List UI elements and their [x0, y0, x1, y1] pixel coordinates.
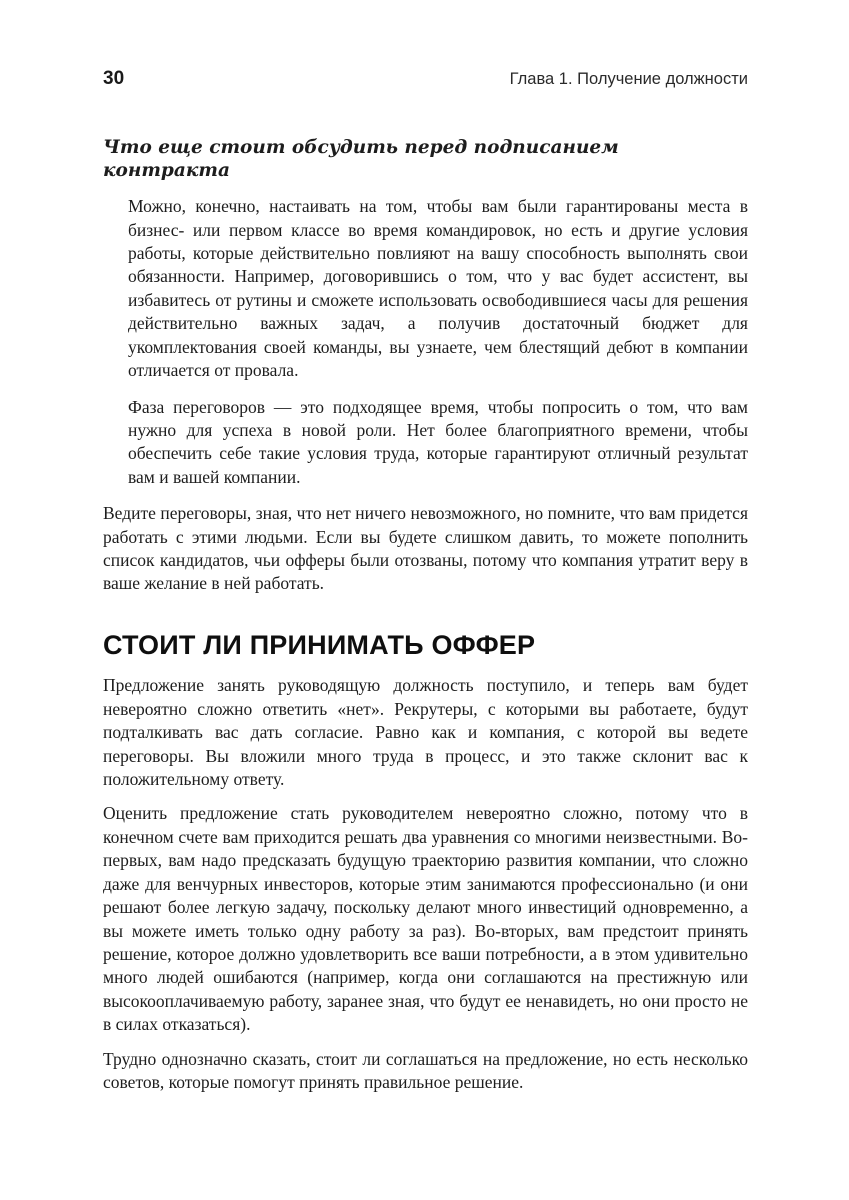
- paragraph: Ведите переговоры, зная, что нет ничего невозможного, но помните, что вам придется работать с этими людьми. Если вы будете слишком давить, то можете пополнить список кандидатов, чьи офферы были отозваны, потому что компания утратит веру в ваше желание в ней работать.: [103, 503, 748, 594]
- paragraph: Оценить предложение стать руководителем невероятно сложно, потому что в конечном счете вам приходится решать два уравнения со многими неизвестными. Во-первых, вам надо предсказать будущую траекторию развития компании, что сложно даже для венчурных инвесторов, которые этим занимаются профессионально (и они решают более легкую задачу, поскольку делают много инвестиций одновременно, а вы можете иметь только одну работу за раз). Во-вторых, вам предстоит принять решение, которое должно удовлетворить все ваши потребности, а в этом удивительно много людей ошибаются (например, когда они соглашаются на престижную или высокооплачиваемую работу, заранее зная, что будут ее ненавидеть, но они просто не в силах отказаться).: [103, 803, 748, 1035]
- indented-text-block: [128, 195, 748, 489]
- paragraph: Можно, конечно, настаивать на том, чтобы вам были гарантированы места в бизнес- или первом классе во время командировок, но есть и другие условия работы, которые действительно повлияют на вашу способность выполнять свои обязанности. Например, договорившись о том, что у вас будет ассистент, вы избавитесь от рутины и сможете использовать освободившиеся часы для решения действительно важных задач, а получив достаточный бюджет для укомплектования своей команды, вы узнаете, чем блестящий дебют в компании отличается от провала.: [128, 196, 748, 381]
- section-heading: СТОИТ ЛИ ПРИНИМАТЬ ОФФЕР: [103, 629, 536, 660]
- page-header: [103, 68, 748, 90]
- subsection-heading: Что еще стоит обсудить перед подписанием контракта: [103, 137, 619, 182]
- paragraph: Предложение занять руководящую должность поступило, и теперь вам будет невероятно сложно ответить «нет». Рекрутеры, с которыми вы работаете, будут подталкивать вас дать согласие. Равно как и компания, с которой вы ведете переговоры. Вы вложили много труда в процесс, и это также склонит вас к положительному ответу.: [103, 675, 748, 790]
- page-number: 30: [103, 68, 125, 89]
- paragraph: Трудно однозначно сказать, стоит ли соглашаться на предложение, но есть несколько советов, которые помогут принять правильное решение.: [103, 1048, 748, 1092]
- paragraph: Фаза переговоров — это подходящее время, чтобы попросить о том, что вам нужно для успеха в новой роли. Нет более благоприятного времени, чтобы обеспечить себе такие условия труда, которые гарантируют отличный результат вам и вашей компании.: [128, 396, 748, 487]
- running-head-chapter-title: Глава 1. Получение должности: [509, 70, 748, 88]
- page-body: [103, 136, 748, 1094]
